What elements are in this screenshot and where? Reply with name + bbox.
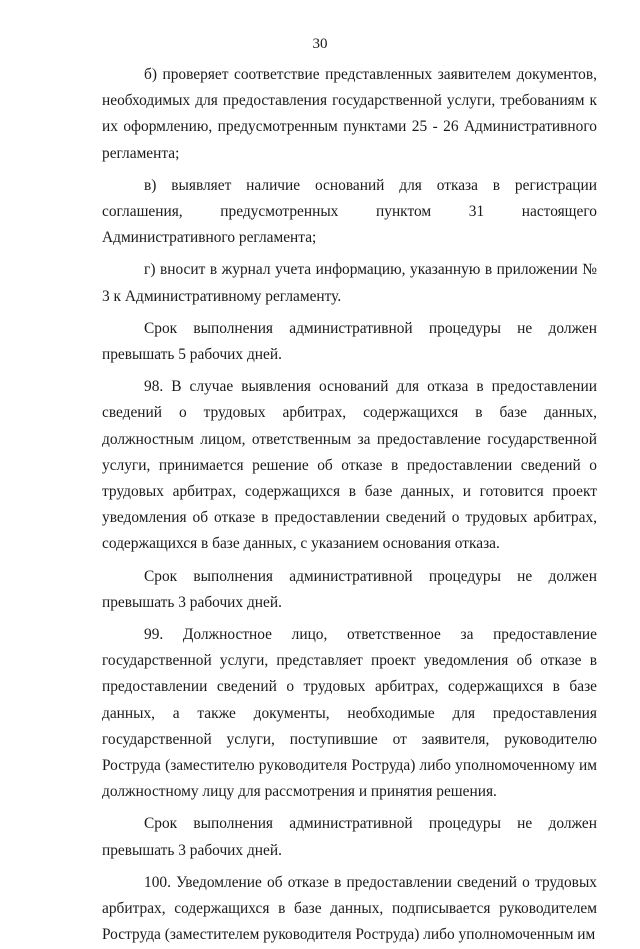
paragraph-b: б) проверяет соответствие представленных заявителем документов, необходимых для предоставления государственной услуги, требованиям к их оформлению, предусмотренным пунктами 25 - 26 Административного регламента; <box>102 66 597 162</box>
paragraph-term-3-days-b: Срок выполнения административной процедуры не должен превышать 3 рабочих дней. <box>102 815 597 859</box>
paragraph-v: в) выявляет наличие оснований для отказа в регистрации соглашения, предусмотренных пунктом 31 настоящего Административного регламента; <box>102 176 597 247</box>
paragraph-g: г) вносит в журнал учета информацию, указанную в приложении № 3 к Административному регламенту. <box>102 261 597 305</box>
body-text <box>102 62 597 949</box>
paragraph-term-5-days: Срок выполнения административной процедуры не должен превышать 5 рабочих дней. <box>102 319 597 364</box>
page-number: 30 <box>312 36 328 52</box>
paragraph-100: 100. Уведомление об отказе в предоставлении сведений о трудовых арбитрах, содержащихся в базе данных, подписывается руководителем Роструда (заместителем руководителя Роструда) либо уполномоченным им <box>102 873 597 944</box>
paragraph-98: 98. В случае выявления оснований для отказа в предоставлении сведений о трудовых арбитрах, содержащихся в базе данных, должностным лицом, ответственным за предоставление государственной услуги, принимается решение об отказе в предоставлении сведений о трудовых арбитрах, содержащихся в базе данных, и готовится проект уведомления об отказе в предоставлении сведений о трудовых арбитрах, содержащихся в базе данных, с указанием основания отказа. <box>102 378 597 553</box>
paragraph-term-3-days-a: Срок выполнения административной процедуры не должен превышать 3 рабочих дней. <box>102 567 597 611</box>
paragraph-99: 99. Должностное лицо, ответственное за предоставление государственной услуги, представляет проект уведомления об отказе в предоставлении сведений о трудовых арбитрах, содержащихся в базе данных, а также документы, необходимые для предоставления государственной услуги, поступившие от заявителя, руководителю Роструда (заместителю руководителя Роструда) либо уполномоченному им должностному лицу для рассмотрения и принятия решения. <box>102 626 597 801</box>
